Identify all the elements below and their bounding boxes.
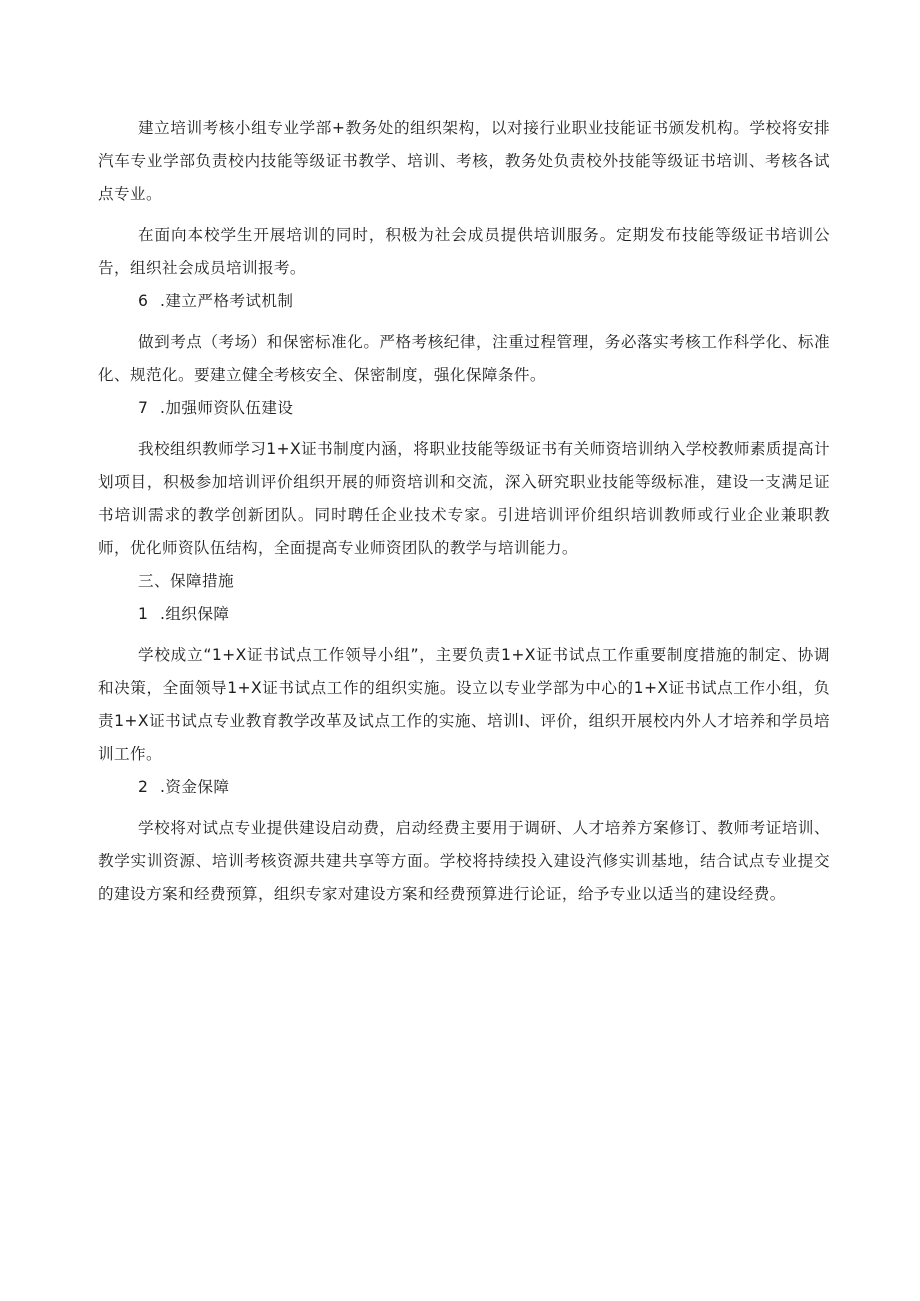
- heading-funding: [98, 771, 830, 804]
- heading-number: 7: [138, 399, 149, 417]
- paragraph-leadership-group: 学校成立“1+X证书试点工作领导小组”，主要负责1+X证书试点工作重要制度措施的制定、协调和决策，全面领导1+X证书试点工作的组织实施。设立以专业学部为中心的1+X证书试点工作小组，负责1+X证书试点专业教育教学改革及试点工作的实施、培训I、评价，组织开展校内外人才培养和学员培训工作。: [98, 646, 830, 763]
- paragraph-teacher-training: 我校组织教师学习1+X证书制度内涵，将职业技能等级证书有关师资培训纳入学校教师素质提高计划项目，积极参加培训评价组织开展的师资培训和交流，深入研究职业技能等级标准，建设一支满足证书培训需求的教学创新团队。同时聘任企业技术专家。引进培训评价组织培训教师或行业企业兼职教师，优化师资队伍结构，全面提高专业师资团队的教学与培训能力。: [98, 440, 830, 557]
- heading-exam-mechanism: [98, 285, 830, 318]
- paragraph-training-structure: 建立培训考核小组专业学部+教务处的组织架构，以对接行业职业技能证书颁发机构。学校将安排汽车专业学部负责校内技能等级证书教学、培训、考核，教务处负责校外技能等级证书培训、考核各试点专业。: [98, 119, 830, 203]
- heading-text: .建立严格考试机制: [160, 292, 294, 310]
- heading-text: .加强师资队伍建设: [160, 399, 294, 417]
- heading-number: 6: [138, 292, 149, 310]
- paragraph-social-training: 在面向本校学生开展培训的同时，积极为社会成员提供培训服务。定期发布技能等级证书培训公告，组织社会成员培训报考。: [98, 226, 830, 277]
- paragraph-funding: 学校将对试点专业提供建设启动费，启动经费主要用于调研、人才培养方案修订、教师考证培训、教学实训资源、培训考核资源共建共享等方面。学校将持续投入建设汽修实训基地，结合试点专业提交的建设方案和经费预算，组织专家对建设方案和经费预算进行论证，给予专业以适当的建设经费。: [98, 819, 830, 903]
- paragraph-exam-standards: 做到考点（考场）和保密标准化。严格考核纪律，注重过程管理，务必落实考核工作科学化、标准化、规范化。要建立健全考核安全、保密制度，强化保障条件。: [98, 333, 830, 384]
- heading-text: .资金保障: [160, 778, 230, 796]
- heading-teacher-team: [98, 392, 830, 425]
- heading-number: 1: [138, 605, 149, 623]
- heading-organization: [98, 598, 830, 631]
- section-heading-safeguards: 三、保障措施: [138, 572, 234, 590]
- heading-text: .组织保障: [160, 605, 230, 623]
- heading-number: 2: [138, 778, 149, 796]
